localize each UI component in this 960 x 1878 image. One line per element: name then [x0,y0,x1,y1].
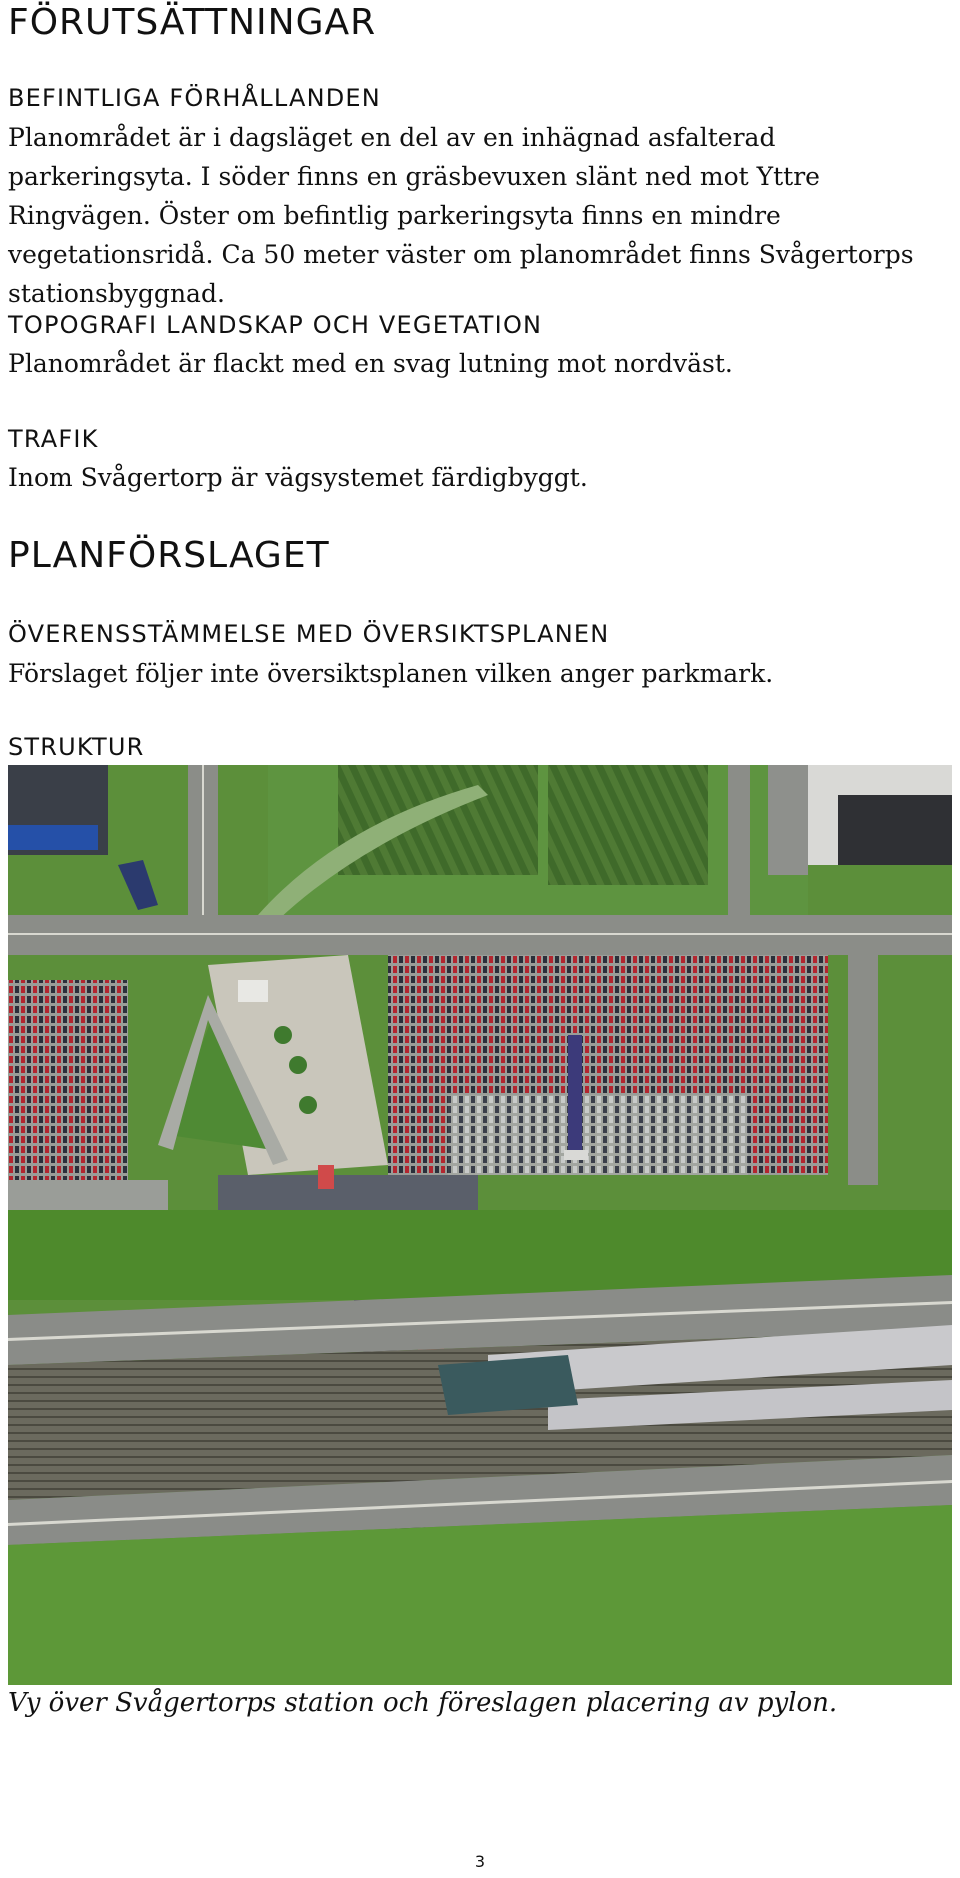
paragraph-befintliga-forhallanden: Planområdet är i dagsläget en del av en inhägnad asfalterad parkeringsyta. I söder finns en gräsbevuxen slänt ned mot Yttre Ringvägen. Öster om befintlig parkeringsyta finns en mindre vegetationsridå. Ca 50 meter väster om planområdet finns Svågertorps stationsbyggnad. [8,123,914,308]
heading-topografi: TOPOGRAFI LANDSKAP OCH VEGETATION [8,311,543,339]
paragraph-trafik: Inom Svågertorp är vägsystemet färdigbyggt. [8,463,588,492]
heading-befintliga-forhallanden: BEFINTLIGA FÖRHÅLLANDEN [8,84,381,112]
heading-forutsattningar: FÖRUTSÄTTNINGAR [8,2,377,43]
paragraph-topografi: Planområdet är flackt med en svag lutning mot nordväst. [8,349,733,378]
heading-struktur: STRUKTUR [8,733,145,761]
aerial-photo [8,765,952,1685]
heading-oversiktsplan: ÖVERENSSTÄMMELSE MED ÖVERSIKTSPLANEN [8,620,610,648]
paragraph-oversiktsplan: Förslaget följer inte översiktsplanen vilken anger parkmark. [8,659,774,688]
page-number: 3 [474,1852,486,1871]
heading-trafik: TRAFIK [8,425,99,453]
heading-planforslaget: PLANFÖRSLAGET [8,535,330,576]
figure-caption: Vy över Svågertorps station och föreslagen placering av pylon. [8,1688,838,1718]
